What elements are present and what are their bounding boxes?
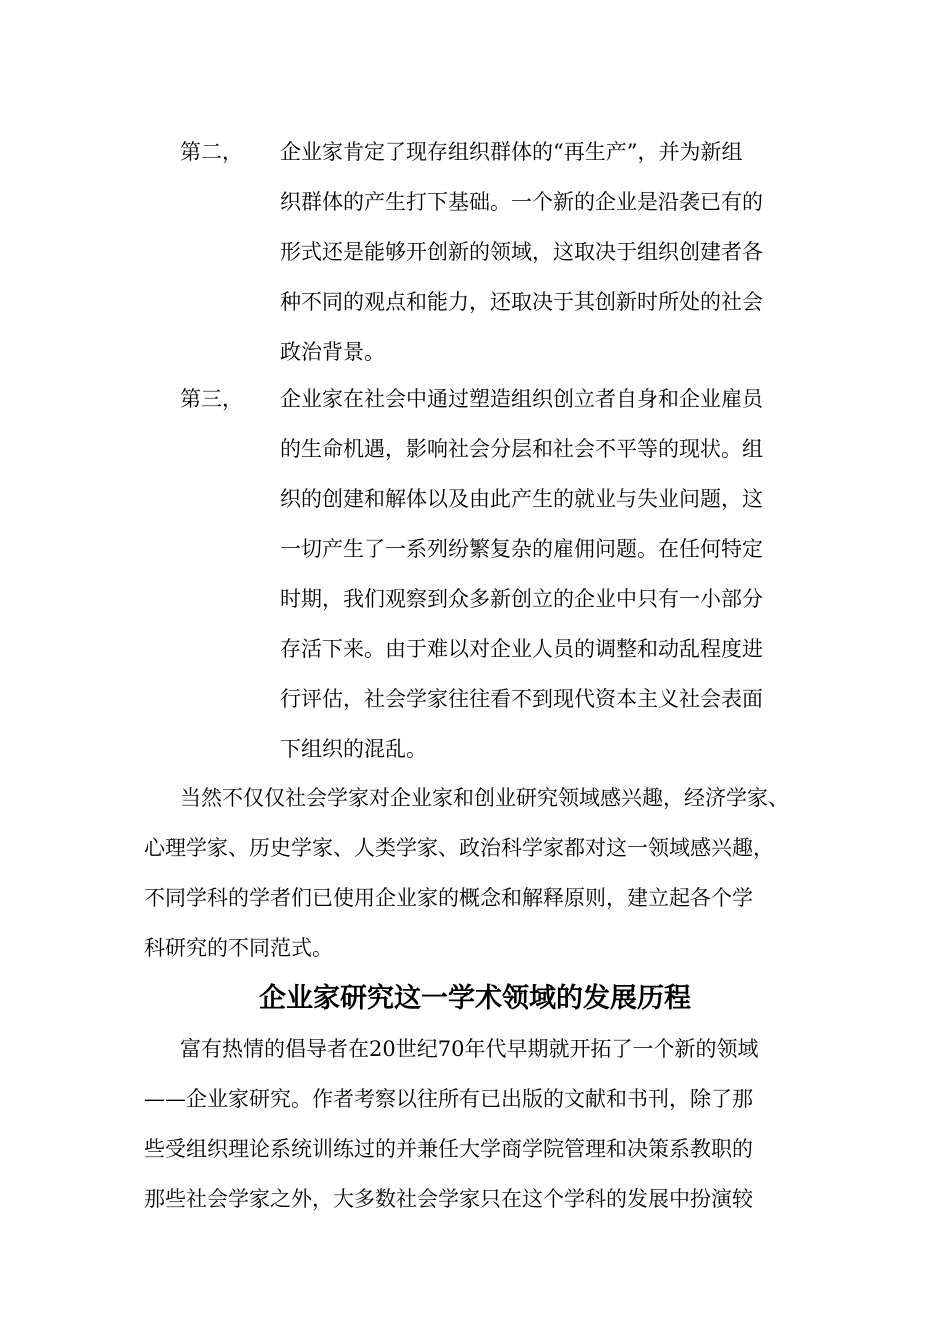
paragraph-history — [144, 1024, 824, 1224]
text-line: 行评估，社会学家往往看不到现代资本主义社会表面 — [280, 687, 763, 711]
item-label: 第三， — [180, 387, 243, 411]
text-line: 一切产生了一系列纷繁复杂的雇佣问题。在任何特定 — [280, 537, 763, 561]
text-line: 富有热情的倡导者在20世纪70年代早期就开拓了一个新的领域 — [180, 1037, 759, 1061]
text-line: 政治背景。 — [280, 340, 385, 364]
text-line: 时期，我们观察到众多新创立的企业中只有一小部分 — [280, 587, 763, 611]
text-line: 的生命机遇，影响社会分层和社会不平等的现状。组 — [280, 437, 763, 461]
text-line: 形式还是能够开创新的领域，这取决于组织创建者各 — [280, 240, 763, 264]
text-line: 企业家在社会中通过塑造组织创立者自身和企业雇员 — [280, 387, 763, 411]
text-line: 种不同的观点和能力，还取决于其创新时所处的社会 — [280, 290, 763, 314]
text-line: 织群体的产生打下基础。一个新的企业是沿袭已有的 — [280, 190, 763, 214]
section-heading: 企业家研究这一学术领域的发展历程 — [259, 983, 691, 1014]
text-line: 些受组织理论系统训练过的并兼任大学商学院管理和决策系教职的 — [144, 1137, 753, 1161]
item-label: 第二， — [180, 140, 243, 164]
text-line: 下组织的混乱。 — [280, 737, 427, 761]
text-line: 科研究的不同范式。 — [144, 936, 333, 960]
text-line: 存活下来。由于难以对企业人员的调整和动乱程度进 — [280, 637, 763, 661]
text-line: 企业家肯定了现存组织群体的“再生产”，并为新组 — [280, 140, 743, 164]
paragraph-disciplines — [144, 773, 824, 973]
text-line: 当然不仅仅社会学家对企业家和创业研究领域感兴趣，经济学家、 — [180, 786, 789, 810]
item-body — [280, 374, 820, 774]
text-line: 心理学家、历史学家、人类学家、政治科学家都对这一领域感兴趣， — [144, 836, 774, 860]
item-body — [280, 127, 820, 377]
text-line: 不同学科的学者们已使用企业家的概念和解释原则，建立起各个学 — [144, 886, 753, 910]
text-line: 织的创建和解体以及由此产生的就业与失业问题，这 — [280, 487, 763, 511]
text-line: 那些社会学家之外，大多数社会学家只在这个学科的发展中扮演较 — [144, 1187, 753, 1211]
text-line: ——企业家研究。作者考察以往所有已出版的文献和书刊，除了那 — [144, 1087, 753, 1111]
